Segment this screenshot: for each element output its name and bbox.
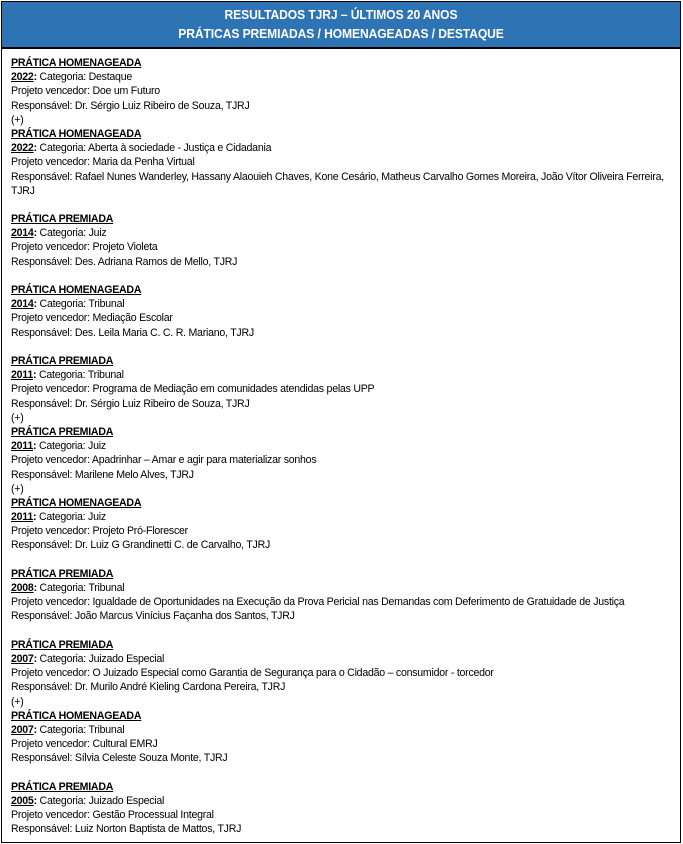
entry-category: Tribunal xyxy=(88,582,125,595)
entry-category: Juiz xyxy=(88,440,106,453)
entry-responsible-line xyxy=(11,680,680,694)
entry-kind: PRÁTICA PREMIADA xyxy=(11,638,114,651)
entry-kind: PRÁTICA PREMIADA xyxy=(11,780,114,793)
entry-year: 2014 xyxy=(11,227,34,240)
entry-category-line xyxy=(11,652,680,666)
entry-year-colon: : xyxy=(32,369,37,382)
entry-responsible-line xyxy=(11,326,680,340)
project-label: Projeto vencedor: xyxy=(11,383,93,396)
category-label: Categoria: xyxy=(36,723,89,736)
entry-year-colon: : xyxy=(33,71,37,84)
category-label: Categoria: xyxy=(36,71,89,84)
header-subtitle: PRÁTICAS PREMIADAS / HOMENAGEADAS / DESTAQUE xyxy=(178,26,504,41)
entry-project-line xyxy=(11,311,680,325)
entry-responsible: Dr. Sérgio Luiz Ribeiro de Souza, TJRJ xyxy=(74,397,250,410)
entry xyxy=(11,425,680,482)
entry-responsible-line xyxy=(11,751,680,765)
entry-year: 2005 xyxy=(11,794,34,807)
entry-kind: PRÁTICA PREMIADA xyxy=(11,355,114,368)
entry-kind: PRÁTICA HOMENAGEADA xyxy=(11,496,142,509)
entry-kind-line xyxy=(11,56,680,70)
entry-category-line xyxy=(11,141,680,155)
entry-responsible: Dr. Luiz G Grandinetti C. de Carvalho, TJRJ xyxy=(74,539,271,552)
entry-responsible-line xyxy=(11,255,680,269)
entry-category: Aberta à sociedade - Justiça e Cidadania xyxy=(88,142,272,155)
entry-kind: PRÁTICA PREMIADA xyxy=(11,425,114,438)
entry-kind-line xyxy=(11,212,680,226)
project-label: Projeto vencedor: xyxy=(11,738,93,751)
responsible-label: Responsável: xyxy=(11,397,75,410)
category-label: Categoria: xyxy=(36,794,89,807)
plus-marker: (+) xyxy=(11,482,24,495)
entry-project-line xyxy=(11,453,680,467)
entry-kind-line xyxy=(11,283,680,297)
entry-project-line xyxy=(11,84,680,98)
entry xyxy=(11,567,680,624)
entry xyxy=(11,709,680,766)
entry-spacer xyxy=(11,198,680,212)
entry xyxy=(11,56,680,113)
entry-spacer xyxy=(11,624,680,638)
entry-project-line xyxy=(11,240,680,254)
responsible-label: Responsável: xyxy=(11,255,75,268)
responsible-label: Responsável: xyxy=(11,326,75,339)
entry-spacer xyxy=(11,340,680,354)
entry-category-line xyxy=(11,368,680,382)
entry-project-line xyxy=(11,595,680,609)
entry-responsible: Marilene Melo Alves, TJRJ xyxy=(74,468,194,481)
entry-project-line xyxy=(11,737,680,751)
plus-marker: (+) xyxy=(11,113,24,126)
entry xyxy=(11,638,680,695)
entry-project: Projeto Pró-Florescer xyxy=(92,525,188,538)
entry-year-colon: : xyxy=(33,298,37,311)
entry-kind-line xyxy=(11,709,680,723)
header-banner xyxy=(2,2,680,49)
entry-project-line xyxy=(11,155,680,169)
entry-project-line xyxy=(11,524,680,538)
entry xyxy=(11,127,680,198)
responsible-label: Responsável: xyxy=(11,610,75,623)
entry-category: Destaque xyxy=(88,71,132,84)
entry-responsible: Luiz Norton Baptista de Mattos, TJRJ xyxy=(74,823,242,836)
entry-year: 2007 xyxy=(11,653,34,666)
entry-responsible: Dr. Murilo André Kieling Cardona Pereira, TJRJ xyxy=(74,681,286,694)
entry-year: 2022 xyxy=(11,71,34,84)
entry xyxy=(11,212,680,269)
entry xyxy=(11,496,680,553)
entry-category-line xyxy=(11,723,680,737)
entry-project-line xyxy=(11,808,680,822)
entry-category: Tribunal xyxy=(88,298,125,311)
entry-kind: PRÁTICA HOMENAGEADA xyxy=(11,284,142,297)
entry-responsible-line xyxy=(11,822,680,836)
entry-responsible-line xyxy=(11,609,680,623)
project-label: Projeto vencedor: xyxy=(11,312,93,325)
entry-responsible-line xyxy=(11,468,680,482)
entry-year: 2007 xyxy=(11,723,34,736)
category-label: Categoria: xyxy=(36,227,89,240)
entry-year-colon: : xyxy=(33,227,37,240)
results-document xyxy=(1,1,681,843)
entry-category: Juizado Especial xyxy=(88,653,165,666)
entry-project: Cultural EMRJ xyxy=(92,738,158,751)
project-label: Projeto vencedor: xyxy=(11,85,93,98)
category-label: Categoria: xyxy=(36,582,89,595)
entry-project-line xyxy=(11,382,680,396)
entry-spacer xyxy=(11,269,680,283)
entry-responsible-line xyxy=(11,170,680,198)
entry-responsible: Des. Leila Maria C. C. R. Mariano, TJRJ xyxy=(74,326,254,339)
responsible-label: Responsável: xyxy=(11,170,75,183)
category-label: Categoria: xyxy=(36,511,89,524)
entry-year-colon: : xyxy=(33,142,37,155)
entry-responsible: Des. Adriana Ramos de Mello, TJRJ xyxy=(74,255,238,268)
category-label: Categoria: xyxy=(36,142,89,155)
entry-project: Doe um Futuro xyxy=(92,85,160,98)
category-label: Categoria: xyxy=(36,298,89,311)
responsible-label: Responsável: xyxy=(11,99,75,112)
entry-year-colon: : xyxy=(33,582,37,595)
entry-kind: PRÁTICA PREMIADA xyxy=(11,567,114,580)
entry-category: Tribunal xyxy=(87,369,124,382)
entry-category-line xyxy=(11,794,680,808)
entry-responsible: Rafael Nunes Wanderley, Hassany Alaouieh Chaves, Kone Cesário, Matheus Carvalho Gomes Moreira, João Vítor Oliveira Ferreira, TJRJ xyxy=(11,170,664,197)
project-label: Projeto vencedor: xyxy=(11,454,92,467)
entry-category-line xyxy=(11,70,680,84)
category-label: Categoria: xyxy=(36,653,89,666)
entry xyxy=(11,354,680,411)
entry-kind-line xyxy=(11,780,680,794)
responsible-label: Responsável: xyxy=(11,681,75,694)
category-label: Categoria: xyxy=(36,440,89,453)
project-label: Projeto vencedor: xyxy=(11,241,93,254)
entry-category-line xyxy=(11,226,680,240)
entry-kind-line xyxy=(11,127,680,141)
entry-kind-line xyxy=(11,496,680,510)
entry-kind: PRÁTICA PREMIADA xyxy=(11,213,114,226)
entry-category: Juiz xyxy=(88,227,107,240)
entry-year: 2008 xyxy=(11,582,34,595)
entry-category-line xyxy=(11,439,680,453)
entry-responsible-line xyxy=(11,397,680,411)
entry-category-line xyxy=(11,510,680,524)
entry-project: Apadrinhar – Amar e agir para materializar sonhos xyxy=(91,454,317,467)
entry-year: 2011 xyxy=(11,369,33,382)
entry-responsible-line xyxy=(11,538,680,552)
entry xyxy=(11,283,680,340)
entry-category: Juiz xyxy=(88,511,106,524)
entry-project-line xyxy=(11,666,680,680)
entry-kind-line xyxy=(11,638,680,652)
project-label: Projeto vencedor: xyxy=(11,809,93,822)
entry-year-colon: : xyxy=(33,723,37,736)
entry-project: Mediação Escolar xyxy=(92,312,173,325)
entry-kind-line xyxy=(11,425,680,439)
entry-kind-line xyxy=(11,567,680,581)
entry-category: Tribunal xyxy=(88,723,125,736)
entry-kind: PRÁTICA HOMENAGEADA xyxy=(11,709,142,722)
responsible-label: Responsável: xyxy=(11,539,75,552)
entry-project: Projeto Violeta xyxy=(92,241,158,254)
responsible-label: Responsável: xyxy=(11,468,75,481)
entry-year-colon: : xyxy=(33,653,37,666)
entry-responsible-line xyxy=(11,99,680,113)
entry-responsible: Sílvia Celeste Souza Monte, TJRJ xyxy=(74,752,228,765)
entry-kind-line xyxy=(11,354,680,368)
entry-spacer xyxy=(11,766,680,780)
plus-marker: (+) xyxy=(11,695,24,708)
project-label: Projeto vencedor: xyxy=(11,156,93,169)
entry-kind: PRÁTICA HOMENAGEADA xyxy=(11,127,142,140)
entry-responsible: Dr. Sérgio Luiz Ribeiro de Souza, TJRJ xyxy=(74,99,250,112)
entry-project: O Juizado Especial como Garantia de Segurança para o Cidadão – consumidor - torcedor xyxy=(92,667,494,680)
entry xyxy=(11,780,680,837)
plus-marker: (+) xyxy=(11,411,24,424)
entry-year: 2011 xyxy=(11,440,33,453)
entry-category: Juizado Especial xyxy=(88,794,165,807)
entries-list xyxy=(2,49,680,837)
project-label: Projeto vencedor: xyxy=(11,596,93,609)
entry-project: Maria da Penha Virtual xyxy=(92,156,195,169)
entry-year-colon: : xyxy=(32,440,37,453)
project-label: Projeto vencedor: xyxy=(11,667,93,680)
entry-category-line xyxy=(11,297,680,311)
responsible-label: Responsável: xyxy=(11,752,75,765)
header-title: RESULTADOS TJRJ – ÚLTIMOS 20 ANOS xyxy=(224,7,458,22)
responsible-label: Responsável: xyxy=(11,823,75,836)
entry-project: Programa de Mediação em comunidades atendidas pelas UPP xyxy=(92,383,375,396)
entry-year-colon: : xyxy=(33,794,37,807)
entry-category-line xyxy=(11,581,680,595)
entry-spacer xyxy=(11,553,680,567)
entry-project: Igualdade de Oportunidades na Execução da Prova Pericial nas Demandas com Deferimento de Gratuidade de Justiça xyxy=(92,596,625,609)
entry-kind: PRÁTICA HOMENAGEADA xyxy=(11,57,142,69)
entry-year: 2014 xyxy=(11,298,34,311)
entry-year: 2022 xyxy=(11,142,34,155)
category-label: Categoria: xyxy=(36,369,88,382)
entry-project: Gestão Processual Integral xyxy=(92,809,214,822)
entry-responsible: João Marcus Vinícius Façanha dos Santos, TJRJ xyxy=(74,610,295,623)
entry-year: 2011 xyxy=(11,511,33,524)
entry-year-colon: : xyxy=(32,511,37,524)
project-label: Projeto vencedor: xyxy=(11,525,93,538)
